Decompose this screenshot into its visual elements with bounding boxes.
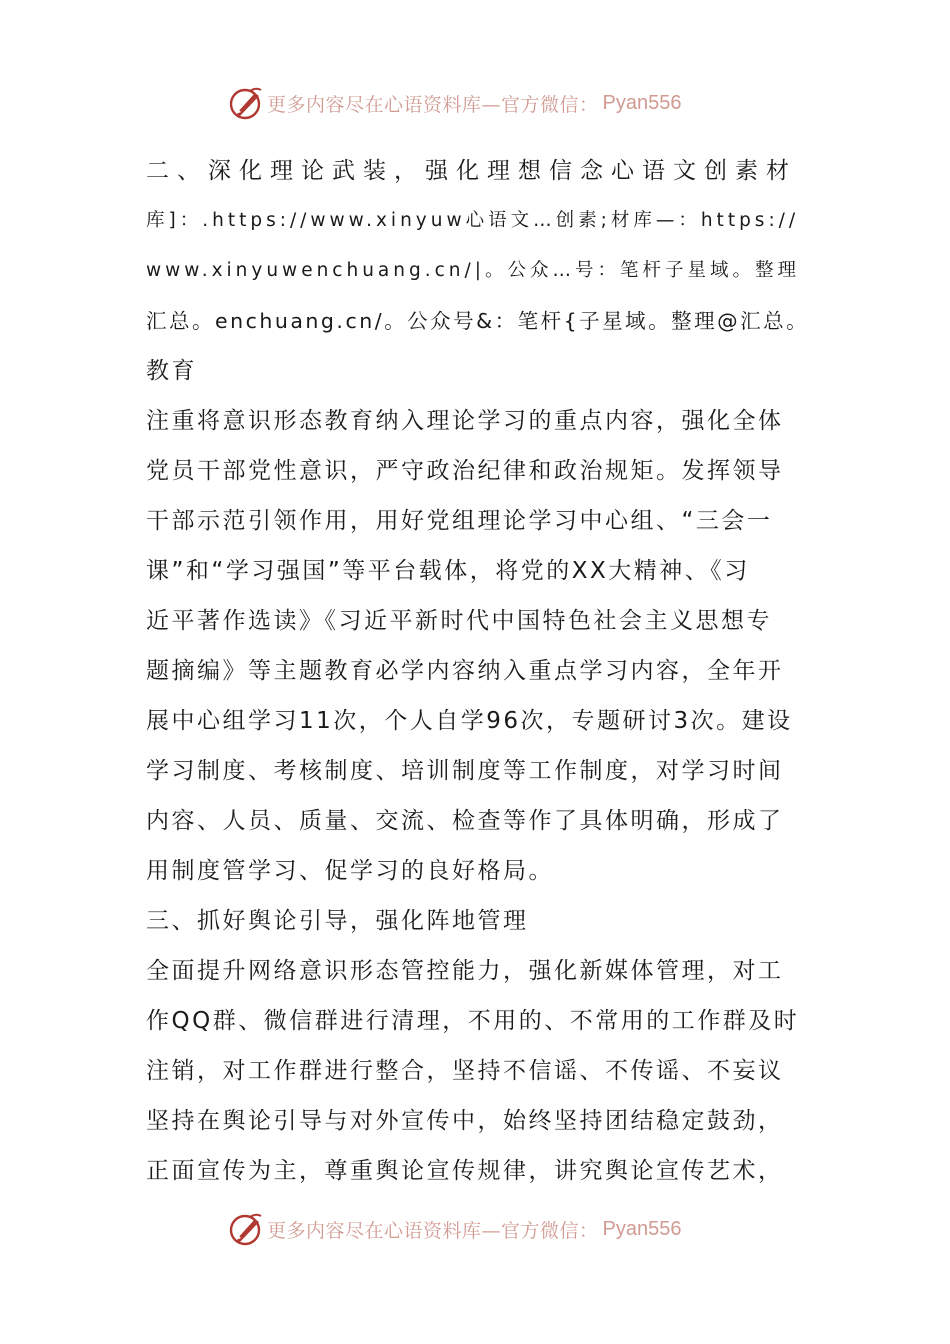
- pen-logo-icon: [228, 1211, 264, 1247]
- banner-text: 更多内容尽在心语资料库—官方微信：: [267, 1219, 599, 1242]
- paragraph-line: 全面提升网络意识形态管控能力，强化新媒体管理，对工: [146, 958, 784, 984]
- paragraph-line: 汇总。enchuang.cn/。公众号&：笔杆{子星域。整理@汇总。: [146, 309, 810, 333]
- banner-text: 更多内容尽在心语资料库—官方微信：: [267, 93, 599, 116]
- paragraph-line: 用制度管学习、促学习的良好格局。: [146, 858, 554, 884]
- paragraph-line: 近平著作选读》《习近平新时代中国特色社会主义思想专: [146, 608, 772, 634]
- banner-wechat-id: Pyan556: [602, 1217, 682, 1240]
- section-heading: 二、深化理论武装，强化理想信念心语文创素材: [146, 158, 797, 184]
- paragraph-line: 内容、人员、质量、交流、检查等作了具体明确，形成了: [146, 808, 784, 834]
- paragraph-line: 注销，对工作群进行整合，坚持不信谣、不传谣、不妄议: [146, 1058, 784, 1084]
- paragraph-line: 库]：.https://www.xinyuw心语文…创素;材库—：https://: [146, 210, 800, 231]
- paragraph-line: 正面宣传为主，尊重舆论宣传规律，讲究舆论宣传艺术，: [146, 1158, 784, 1184]
- paragraph-line: www.xinyuwenchuang.cn/|。公众…号：笔杆子星域。整理: [146, 260, 800, 281]
- paragraph-line: 题摘编》等主题教育必学内容纳入重点学习内容，全年开: [146, 658, 784, 684]
- paragraph-line: 学习制度、考核制度、培训制度等工作制度，对学习时间: [146, 758, 784, 784]
- paragraph-line: 展中心组学习11次，个人自学96次，专题研讨3次。建设: [146, 708, 793, 734]
- footer-banner: [228, 1209, 681, 1249]
- paragraph-line: 教育: [146, 358, 197, 384]
- pen-logo-icon: [228, 85, 264, 121]
- paragraph-line: 课”和“学习强国”等平台载体，将党的XX大精神、《习: [146, 558, 750, 584]
- banner-wechat-id: Pyan556: [602, 91, 682, 114]
- paragraph-line: 注重将意识形态教育纳入理论学习的重点内容，强化全体: [146, 408, 784, 434]
- header-banner: [228, 83, 681, 123]
- section-heading: 三、抓好舆论引导，强化阵地管理: [146, 908, 529, 934]
- paragraph-line: 党员干部党性意识，严守政治纪律和政治规矩。发挥领导: [146, 458, 784, 484]
- paragraph-line: 干部示范引领作用，用好党组理论学习中心组、“三会一: [146, 508, 773, 534]
- paragraph-line: 作QQ群、微信群进行清理，不用的、不常用的工作群及时: [146, 1008, 800, 1034]
- paragraph-line: 坚持在舆论引导与对外宣传中，始终坚持团结稳定鼓劲，: [146, 1108, 784, 1134]
- document-body: [146, 146, 810, 1196]
